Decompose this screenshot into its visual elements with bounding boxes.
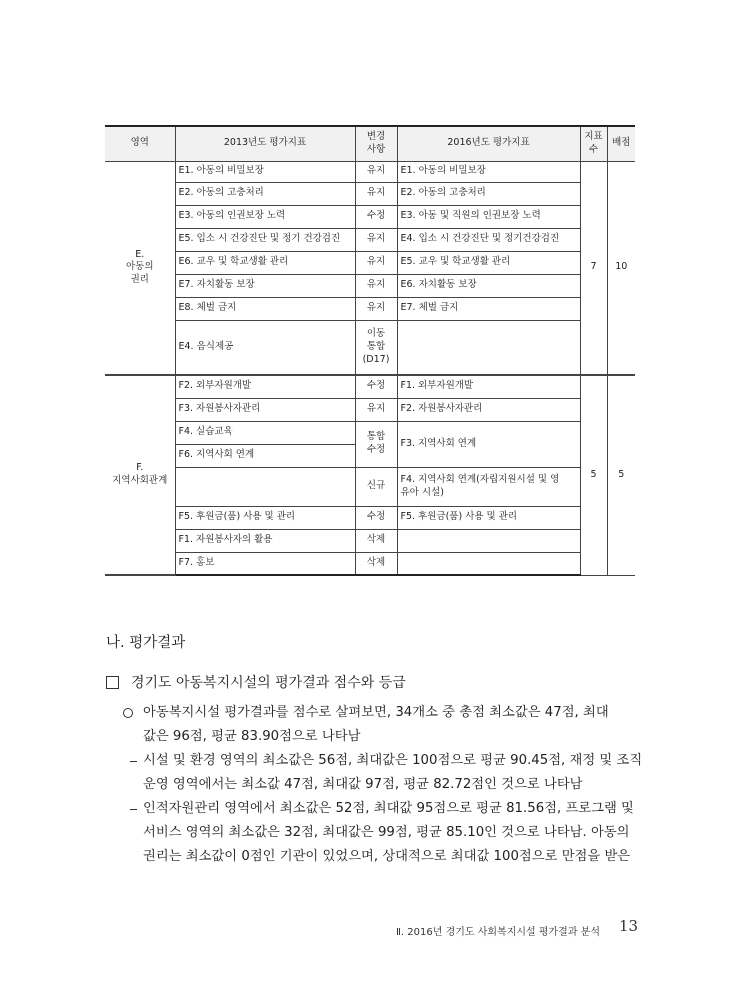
table-row	[105, 251, 635, 274]
paragraph-2-line-2: 운영 영역에서는 최소값 47점, 최대값 97점, 평균 82.72점인 것으로 나타남	[143, 777, 583, 792]
old-indicator-cell: F7. 홍보	[175, 552, 355, 575]
change-type-cell: 수정	[355, 375, 397, 398]
new-indicator-cell: E6. 자치활동 보장	[397, 274, 580, 297]
change-type-cell: 유지	[355, 297, 397, 320]
old-indicator-cell: E1. 아동의 비밀보장	[175, 161, 355, 182]
new-indicator-cell	[397, 320, 580, 375]
table-row	[105, 467, 635, 506]
square-bullet-icon	[106, 676, 119, 689]
change-type-cell: 유지	[355, 182, 397, 205]
new-indicator-cell	[397, 529, 580, 552]
old-indicator-cell: F1. 자원봉사자의 활용	[175, 529, 355, 552]
table-row	[105, 205, 635, 228]
change-type-cell: 유지	[355, 228, 397, 251]
new-indicator-cell: E3. 아동 및 직원의 인권보장 노력	[397, 205, 580, 228]
old-indicator-cell: F2. 외부자원개발	[175, 375, 355, 398]
section-title-row	[106, 672, 406, 692]
subheading: 나. 평가결과	[106, 635, 186, 651]
paragraph-2-line-1: 시설 및 환경 영역의 최소값은 56점, 최대값은 100점으로 평균 90.45점, 재정 및 조직	[143, 753, 643, 768]
new-indicator-cell: E5. 교우 및 학교생활 관리	[397, 251, 580, 274]
header-change: 변경 사항	[355, 126, 397, 161]
change-type-cell: 삭제	[355, 552, 397, 575]
new-indicator-cell: F5. 후원금(품) 사용 및 관리	[397, 506, 580, 529]
old-indicator-cell	[175, 467, 355, 506]
table-row	[105, 552, 635, 575]
table-header-row	[105, 126, 635, 161]
header-2016-indicators: 2016년도 평가지표	[397, 126, 580, 161]
table-row	[105, 297, 635, 320]
page-number: 13	[619, 917, 639, 935]
table-row	[105, 506, 635, 529]
old-indicator-cell: E6. 교우 및 학교생활 관리	[175, 251, 355, 274]
score-cell: 5	[607, 375, 635, 575]
change-type-cell: 수정	[355, 506, 397, 529]
old-indicator-cell: E5. 입소 시 건강진단 및 정기 건강검진	[175, 228, 355, 251]
table-row	[105, 421, 635, 444]
old-indicator-cell: E8. 체벌 금지	[175, 297, 355, 320]
change-type-cell: 유지	[355, 251, 397, 274]
change-type-cell: 유지	[355, 398, 397, 421]
old-indicator-cell: E4. 음식제공	[175, 320, 355, 375]
new-indicator-cell: F3. 지역사회 연계	[397, 421, 580, 467]
change-type-cell: 이동 통합 (D17)	[355, 320, 397, 375]
paragraph-3-line-2: 서비스 영역의 최소값은 32점, 최대값은 99점, 평균 85.10인 것으로 나타남. 아동의	[143, 825, 630, 840]
table-row	[105, 182, 635, 205]
header-score: 배점	[607, 126, 635, 161]
new-indicator-cell: E1. 아동의 비밀보장	[397, 161, 580, 182]
table-row	[105, 398, 635, 421]
new-indicator-cell: E7. 체벌 금지	[397, 297, 580, 320]
new-indicator-cell: F4. 지역사회 연계(자립지원시설 및 영 유아 시설)	[397, 467, 580, 506]
table-row	[105, 529, 635, 552]
new-indicator-cell: E2. 아동의 고충처리	[397, 182, 580, 205]
old-indicator-cell: F6. 지역사회 연계	[175, 444, 355, 467]
change-type-cell: 통합 수정	[355, 421, 397, 467]
old-indicator-cell: E7. 자치활동 보장	[175, 274, 355, 297]
new-indicator-cell: F2. 자원봉사자관리	[397, 398, 580, 421]
paragraph-3-line-3: 권리는 최소값이 0점인 기관이 있었으며, 상대적으로 최대값 100점으로 만점을 받은	[143, 849, 631, 864]
table-row	[105, 274, 635, 297]
section-area-label: F. 지역사회관계	[105, 375, 175, 575]
old-indicator-cell: E2. 아동의 고충처리	[175, 182, 355, 205]
indicator-comparison-table	[105, 125, 635, 576]
new-indicator-cell	[397, 552, 580, 575]
old-indicator-cell: F5. 후원금(품) 사용 및 관리	[175, 506, 355, 529]
footer-chapter-title: Ⅱ. 2016년 경기도 사회복지시설 평가결과 분석	[396, 927, 601, 938]
table-row	[105, 320, 635, 375]
old-indicator-cell: E3. 아동의 인권보장 노력	[175, 205, 355, 228]
header-2013-indicators: 2013년도 평가지표	[175, 126, 355, 161]
old-indicator-cell: F4. 실습교육	[175, 421, 355, 444]
indicator-count-cell: 7	[580, 161, 607, 375]
table-row	[105, 161, 635, 182]
change-type-cell: 유지	[355, 161, 397, 182]
change-type-cell: 유지	[355, 274, 397, 297]
score-cell: 10	[607, 161, 635, 375]
table-row	[105, 228, 635, 251]
new-indicator-cell: F1. 외부자원개발	[397, 375, 580, 398]
dash-bullet-icon	[130, 761, 137, 762]
old-indicator-cell: F3. 자원봉사자관리	[175, 398, 355, 421]
paragraph-1-line-2: 값은 96점, 평균 83.90점으로 나타남	[143, 729, 361, 744]
paragraph-3-line-1: 인적자원관리 영역에서 최소값은 52점, 최대값 95점으로 평균 81.56점, 프로그램 및	[143, 801, 634, 816]
section-area-label: E. 아동의 권리	[105, 161, 175, 375]
circle-bullet-icon	[123, 708, 133, 718]
new-indicator-cell: E4. 입소 시 건강진단 및 정기건강검진	[397, 228, 580, 251]
change-type-cell: 삭제	[355, 529, 397, 552]
paragraph-1-line-1: 아동복지시설 평가결과를 점수로 살펴보면, 34개소 중 총점 최소값은 47점, 최대	[143, 705, 609, 720]
indicator-count-cell: 5	[580, 375, 607, 575]
change-type-cell: 신규	[355, 467, 397, 506]
header-area: 영역	[105, 126, 175, 161]
dash-bullet-icon	[130, 809, 137, 810]
section-title: 경기도 아동복지시설의 평가결과 점수와 등급	[131, 675, 406, 691]
change-type-cell: 수정	[355, 205, 397, 228]
header-indicator-count: 지표 수	[580, 126, 607, 161]
table-row	[105, 375, 635, 398]
